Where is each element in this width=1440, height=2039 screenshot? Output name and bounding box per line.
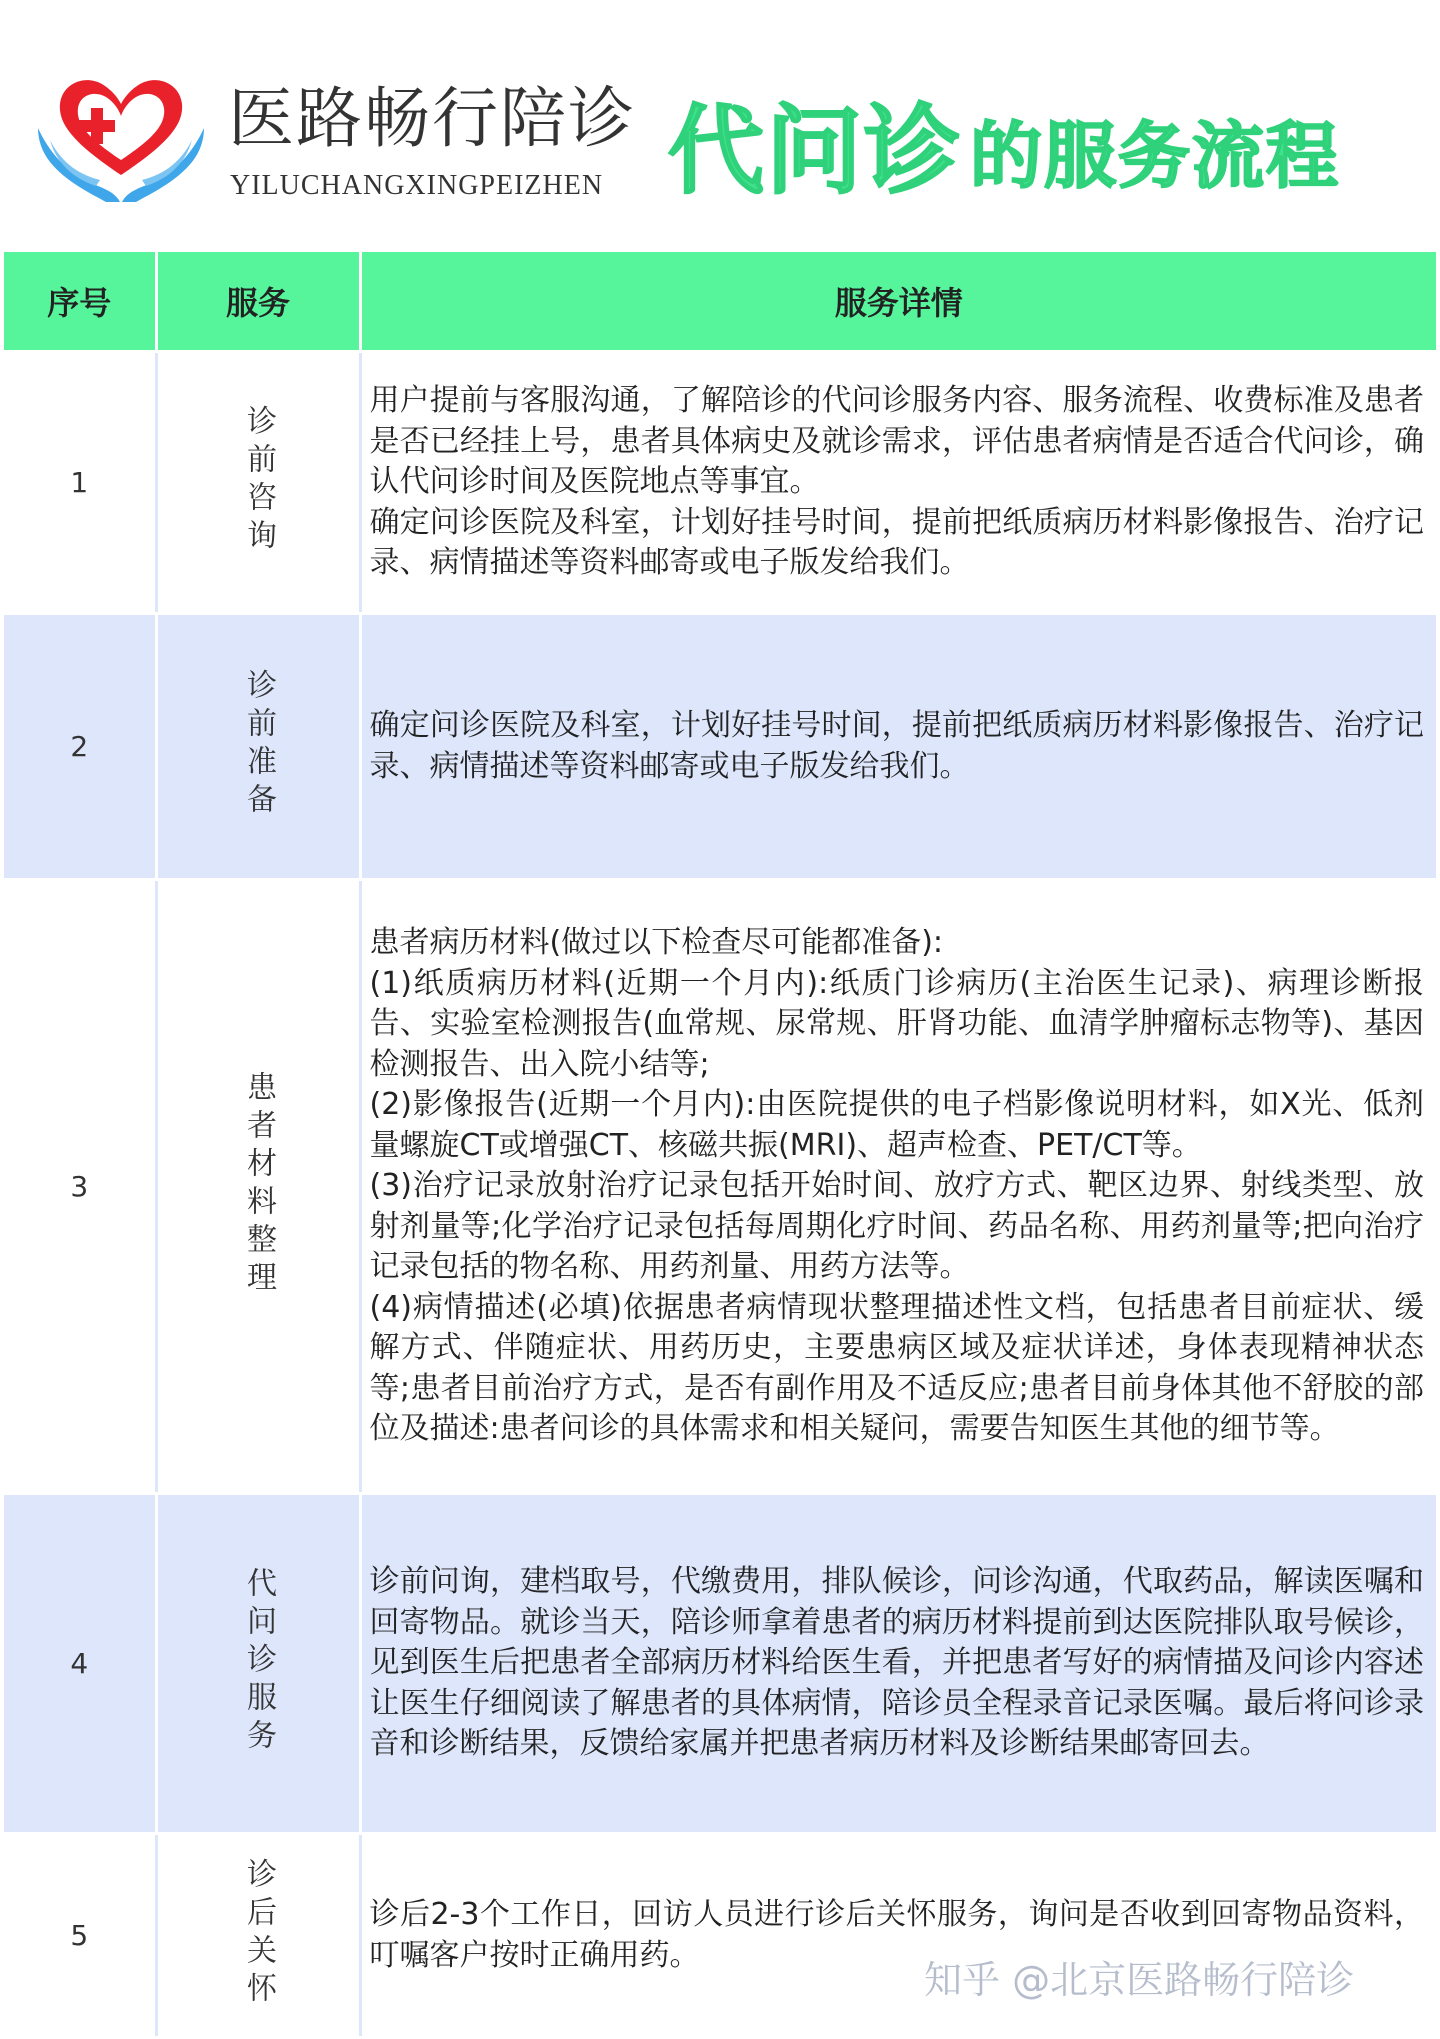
- table-row: [4, 1494, 1436, 1834]
- row-service: [156, 352, 360, 614]
- row-number: 5: [4, 1834, 156, 2038]
- detail-paragraph: (1)纸质病历材料(近期一个月内):纸质门诊病历(主治医生记录)、病理诊断报告、实验室检测报告(血常规、尿常规、肝肾功能、血清学肿瘤标志物等)、基因检测报告、出入院小结等;: [369, 965, 1424, 1082]
- service-label: 患者材料整理: [241, 1070, 276, 1299]
- row-number: 1: [4, 352, 156, 614]
- detail-paragraph: 诊前问询，建档取号，代缴费用，排队候诊，问诊沟通，代取药品，解读医嘱和回寄物品。就诊当天，陪诊师拿着患者的病历材料提前到达医院排队取号候诊，见到医生后把患者全部病历材料给医生看，并把患者写好的病情描及问诊内容述让医生仔细阅读了解患者的具体病情，陪诊员全程录音记录医嘱。最后将问诊录音和诊断结果，反馈给家属并把患者病历材料及诊断结果邮寄回去。: [369, 1564, 1424, 1762]
- detail-paragraph: (2)影像报告(近期一个月内):由医院提供的电子档影像说明材料，如X光、低剂量螺旋CT或增强CT、核磁共振(MRI)、超声检查、PET/CT等。: [369, 1087, 1424, 1163]
- service-label: 诊前准备: [241, 668, 276, 821]
- table-row: [4, 352, 1436, 614]
- service-label: 诊前咨询: [241, 404, 276, 557]
- row-details: [360, 880, 1436, 1494]
- table-row: [4, 880, 1436, 1494]
- page-title: [668, 96, 1340, 206]
- detail-paragraph: 用户提前与客服沟通，了解陪诊的代问诊服务内容、服务流程、收费标准及患者是否已经挂上号，患者具体病史及就诊需求，评估患者病情是否适合代问诊，确认代问诊时间及医院地点等事宜。: [369, 383, 1424, 500]
- row-number: 2: [4, 614, 156, 880]
- page-header: [0, 0, 1440, 250]
- header-details: 服务详情: [360, 252, 1436, 352]
- row-service: [156, 880, 360, 1494]
- title-part-1: 代问诊: [668, 95, 962, 207]
- detail-paragraph: (4)病情描述(必填)依据患者病情现状整理描述性文档，包括患者目前症状、缓解方式、伴随症状、用药历史，主要患病区域及症状详述，身体表现精神状态等;患者目前治疗方式，是否有副作用及不适反应;患者目前身体其他不舒胶的部位及描述:患者问诊的具体需求和相关疑问，需要告知医生其他的细节等。: [369, 1289, 1424, 1447]
- row-details: [360, 1834, 1436, 2038]
- title-part-2: 的服务流程: [970, 114, 1341, 198]
- row-service: [156, 1494, 360, 1834]
- row-number: 4: [4, 1494, 156, 1834]
- detail-paragraph: 确定问诊医院及科室，计划好挂号时间，提前把纸质病历材料影像报告、治疗记录、病情描述等资料邮寄或电子版发给我们。: [369, 504, 1424, 581]
- detail-paragraph: 诊后2-3个工作日，回访人员进行诊后关怀服务，询问是否收到回寄物品资料，叮嘱客户按时正确用药。: [369, 1897, 1424, 1973]
- header-number: 序号: [4, 252, 156, 352]
- service-label: 诊后关怀: [241, 1857, 276, 2010]
- brand-name-en: YILUCHANGXINGPEIZHEN: [230, 170, 604, 201]
- row-service: [156, 614, 360, 880]
- detail-paragraph: (3)治疗记录放射治疗记录包括开始时间、放疗方式、靶区边界、射线类型、放射剂量等;化学治疗记录包括每周期化疗时间、药品名称、用药剂量等;把向治疗记录包括的物名称、用药剂量、用药方法等。: [369, 1168, 1424, 1285]
- row-service: [156, 1834, 360, 2038]
- table-row: [4, 614, 1436, 880]
- row-details: [360, 614, 1436, 880]
- brand-name: 医路畅行陪诊: [228, 80, 636, 157]
- row-number: 3: [4, 880, 156, 1494]
- watermark: 知乎 @北京医路畅行陪诊: [924, 1958, 1355, 2002]
- service-label: 代问诊服务: [241, 1566, 276, 1757]
- row-details: [360, 1494, 1436, 1834]
- row-details: [360, 352, 1436, 614]
- detail-paragraph: 患者病历材料(做过以下检查尽可能都准备):: [369, 925, 944, 961]
- table-row: [4, 1834, 1436, 2038]
- service-process-table: [4, 252, 1436, 2039]
- heart-cross-hands-logo-icon: [36, 70, 206, 205]
- detail-paragraph: 确定问诊医院及科室，计划好挂号时间，提前把纸质病历材料影像报告、治疗记录、病情描述等资料邮寄或电子版发给我们。: [369, 708, 1424, 784]
- table-header-row: [4, 252, 1436, 352]
- header-service: 服务: [156, 252, 360, 352]
